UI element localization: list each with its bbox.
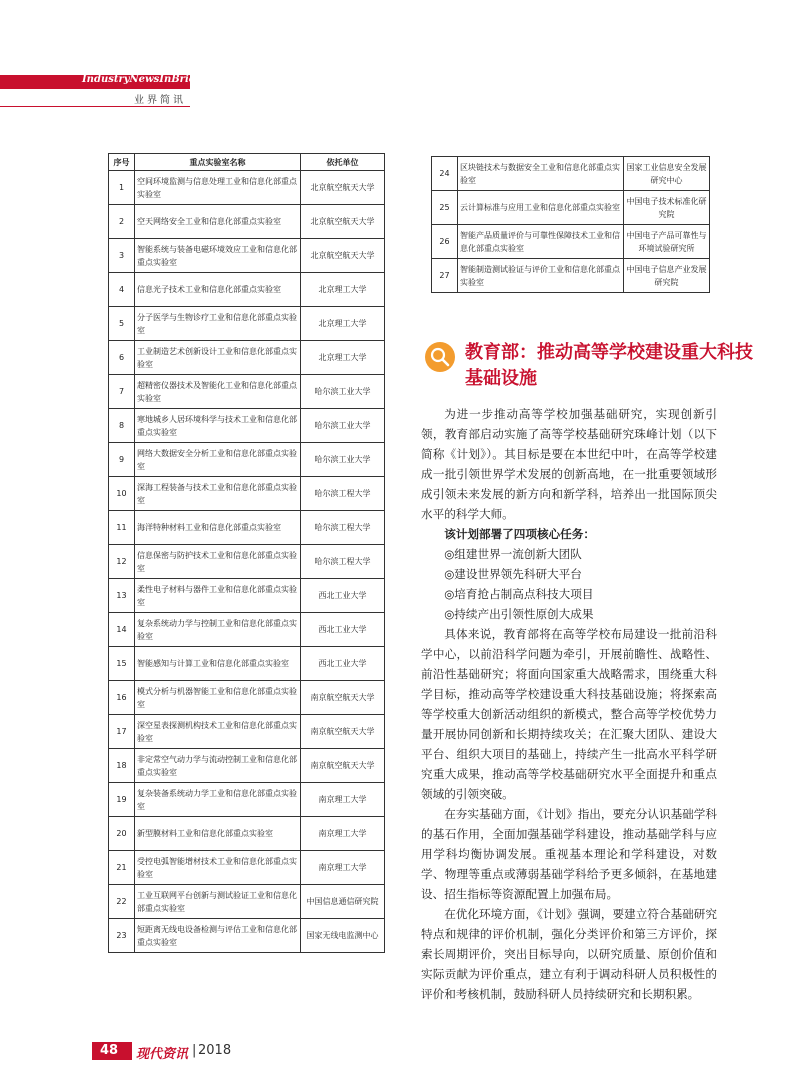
host-unit: 北京理工大学 (301, 341, 385, 375)
host-unit: 北京航空航天大学 (301, 239, 385, 273)
table-row (109, 783, 385, 817)
row-number: 23 (109, 919, 135, 953)
row-number: 2 (109, 205, 135, 239)
host-unit: 哈尔滨工业大学 (301, 443, 385, 477)
host-unit: 哈尔滨工业大学 (301, 409, 385, 443)
host-unit: 哈尔滨工程大学 (301, 477, 385, 511)
table-row (109, 477, 385, 511)
table-row (109, 613, 385, 647)
lab-name: 智能产品质量评价与可靠性保障技术工业和信息化部重点实验室 (458, 225, 624, 259)
host-unit: 中国电子技术标准化研究院 (624, 191, 710, 225)
table-row (109, 715, 385, 749)
row-number: 18 (109, 749, 135, 783)
host-unit: 北京航空航天大学 (301, 171, 385, 205)
col-header-no: 序号 (109, 154, 135, 171)
table-row (109, 443, 385, 477)
row-number: 11 (109, 511, 135, 545)
row-number: 8 (109, 409, 135, 443)
header-title-cn: 业界简讯 (134, 95, 186, 106)
lab-table-left (108, 153, 385, 953)
lab-name: 模式分析与机器智能工业和信息化部重点实验室 (135, 681, 301, 715)
lab-name: 智能系统与装备电磁环境效应工业和信息化部重点实验室 (135, 239, 301, 273)
host-unit: 中国电子产品可靠性与环境试验研究所 (624, 225, 710, 259)
host-unit: 北京航空航天大学 (301, 205, 385, 239)
lab-name: 智能制造测试验证与评价工业和信息化部重点实验室 (458, 259, 624, 293)
lab-name: 受控电弧智能增材技术工业和信息化部重点实验室 (135, 851, 301, 885)
table-row (109, 273, 385, 307)
lab-name: 深海工程装备与技术工业和信息化部重点实验室 (135, 477, 301, 511)
task-item: ◎培育抢占制高点科技大项目 (444, 587, 594, 601)
host-unit: 南京理工大学 (301, 783, 385, 817)
table-row (109, 409, 385, 443)
table-row (109, 545, 385, 579)
lab-name: 工业制造艺术创新设计工业和信息化部重点实验室 (135, 341, 301, 375)
lab-name: 信息光子技术工业和信息化部重点实验室 (135, 273, 301, 307)
lab-name: 寒地城乡人居环境科学与技术工业和信息化部重点实验室 (135, 409, 301, 443)
table-row (109, 919, 385, 953)
table-row (109, 375, 385, 409)
host-unit: 南京理工大学 (301, 851, 385, 885)
lab-name: 复杂系统动力学与控制工业和信息化部重点实验室 (135, 613, 301, 647)
host-unit: 西北工业大学 (301, 647, 385, 681)
lab-name: 非定常空气动力学与流动控制工业和信息化部重点实验室 (135, 749, 301, 783)
host-unit: 北京理工大学 (301, 307, 385, 341)
row-number: 9 (109, 443, 135, 477)
row-number: 25 (432, 191, 458, 225)
paragraph-2: 具体来说，教育部将在高等学校布局建设一批前沿科学中心，以前沿科学问题为牵引，开展前瞻性、战略性、前沿性基础研究；将面向国家重大战略需求，围绕重大科学目标，推动高等学校建设重大科技基础设施；将探索高等学校重大创新活动组织的新模式，整合高等学校优势力量开展协同创新和长期持续攻关；在汇聚大团队、建设大平台、组织大项目的基础上，持续产生一批高水平科学研究重大成果，推动高等学校基础研究水平全面提升和重点领域的引领突破。 (421, 627, 717, 801)
row-number: 15 (109, 647, 135, 681)
lab-name: 信息保密与防护技术工业和信息化部重点实验室 (135, 545, 301, 579)
table-row (432, 157, 710, 191)
table-row (109, 579, 385, 613)
host-unit: 国家工业信息安全发展研究中心 (624, 157, 710, 191)
row-number: 19 (109, 783, 135, 817)
host-unit: 哈尔滨工程大学 (301, 511, 385, 545)
row-number: 20 (109, 817, 135, 851)
table-row (109, 749, 385, 783)
footer-year: 2018 (198, 1043, 232, 1058)
host-unit: 北京理工大学 (301, 273, 385, 307)
host-unit: 哈尔滨工程大学 (301, 545, 385, 579)
row-number: 12 (109, 545, 135, 579)
table-row (109, 511, 385, 545)
row-number: 26 (432, 225, 458, 259)
tasks-lead: 该计划部署了四项核心任务： (444, 527, 595, 541)
lab-name: 短距离无线电设备检测与评估工业和信息化部重点实验室 (135, 919, 301, 953)
article-body (421, 404, 717, 1004)
host-unit: 国家无线电监测中心 (301, 919, 385, 953)
page-number: 48 (99, 1043, 119, 1058)
host-unit: 中国电子信息产业发展研究院 (624, 259, 710, 293)
lab-name: 新型膜材料工业和信息化部重点实验室 (135, 817, 301, 851)
row-number: 7 (109, 375, 135, 409)
lab-name: 空天网络安全工业和信息化部重点实验室 (135, 205, 301, 239)
row-number: 14 (109, 613, 135, 647)
header-title-en: IndustryNewsInBrief (82, 74, 200, 85)
table-row (109, 341, 385, 375)
section-title: 教育部：推动高等学校建设重大科技基础设施 (465, 342, 753, 389)
row-number: 16 (109, 681, 135, 715)
paragraph-3: 在夯实基础方面，《计划》指出，要充分认识基础学科的基石作用，全面加强基础学科建设，推动基础学科与应用学科均衡协调发展。重视基本理论和学科建设，对数学、物理等重点或薄弱基础学科给予更多倾斜，在基地建设、招生指标等资源配置上加强布局。 (421, 807, 717, 901)
host-unit: 西北工业大学 (301, 613, 385, 647)
table-row (109, 205, 385, 239)
lab-name: 超精密仪器技术及智能化工业和信息化部重点实验室 (135, 375, 301, 409)
lab-name: 智能感知与计算工业和信息化部重点实验室 (135, 647, 301, 681)
task-item: ◎持续产出引领性原创大成果 (444, 607, 594, 621)
table-row (109, 647, 385, 681)
table-row (109, 171, 385, 205)
table-header-row (109, 154, 385, 171)
lab-name: 工业互联网平台创新与测试验证工业和信息化部重点实验室 (135, 885, 301, 919)
row-number: 3 (109, 239, 135, 273)
table-row (109, 885, 385, 919)
row-number: 1 (109, 171, 135, 205)
table-row (109, 307, 385, 341)
lab-name: 云计算标准与应用工业和信息化部重点实验室 (458, 191, 624, 225)
lab-name: 分子医学与生物诊疗工业和信息化部重点实验室 (135, 307, 301, 341)
footer-separator: | (192, 1043, 197, 1058)
host-unit: 哈尔滨工业大学 (301, 375, 385, 409)
lab-name: 网络大数据安全分析工业和信息化部重点实验室 (135, 443, 301, 477)
row-number: 21 (109, 851, 135, 885)
header-divider (0, 106, 190, 107)
lab-name: 海洋特种材料工业和信息化部重点实验室 (135, 511, 301, 545)
task-item: ◎建设世界领先科研大平台 (444, 567, 582, 581)
host-unit: 南京航空航天大学 (301, 681, 385, 715)
lab-name: 空间环境监测与信息处理工业和信息化部重点实验室 (135, 171, 301, 205)
host-unit: 南京航空航天大学 (301, 715, 385, 749)
magnifier-icon (425, 342, 455, 372)
host-unit: 中国信息通信研究院 (301, 885, 385, 919)
lab-name: 柔性电子材料与器件工业和信息化部重点实验室 (135, 579, 301, 613)
row-number: 17 (109, 715, 135, 749)
host-unit: 西北工业大学 (301, 579, 385, 613)
lab-name: 区块链技术与数据安全工业和信息化部重点实验室 (458, 157, 624, 191)
row-number: 27 (432, 259, 458, 293)
paragraph-intro: 为进一步推动高等学校加强基础研究，实现创新引领，教育部启动实施了高等学校基础研究珠峰计划（以下简称《计划》）。其目标是要在本世纪中叶，在高等学校建成一批引领世界学术发展的创新高地，在一批重要领域形成引领未来发展的新方向和新学科，培养出一批国际顶尖水平的科学大师。 (421, 407, 717, 521)
magazine-name: 现代资讯 (136, 1047, 189, 1062)
col-header-lab-name: 重点实验室名称 (135, 154, 301, 171)
host-unit: 南京理工大学 (301, 817, 385, 851)
paragraph-4: 在优化环境方面，《计划》强调，要建立符合基础研究特点和规律的评价机制，强化分类评价和第三方评价，探索长周期评价，突出目标导向，以研究质量、原创价值和实际贡献为评价重点，建立有利于调动科研人员积极性的评价和考核机制，鼓励科研人员持续研究和长期积累。 (421, 907, 717, 1001)
lab-name: 复杂装备系统动力学工业和信息化部重点实验室 (135, 783, 301, 817)
table-row (109, 851, 385, 885)
table-row (432, 259, 710, 293)
host-unit: 南京航空航天大学 (301, 749, 385, 783)
col-header-unit: 依托单位 (301, 154, 385, 171)
row-number: 6 (109, 341, 135, 375)
table-row (432, 225, 710, 259)
row-number: 13 (109, 579, 135, 613)
table-row (432, 191, 710, 225)
table-row (109, 239, 385, 273)
row-number: 4 (109, 273, 135, 307)
lab-name: 深空星表探测机构技术工业和信息化部重点实验室 (135, 715, 301, 749)
table-row (109, 817, 385, 851)
row-number: 24 (432, 157, 458, 191)
row-number: 22 (109, 885, 135, 919)
row-number: 10 (109, 477, 135, 511)
table-row (109, 681, 385, 715)
row-number: 5 (109, 307, 135, 341)
task-item: ◎组建世界一流创新大团队 (444, 547, 582, 561)
lab-table-right (431, 156, 710, 293)
